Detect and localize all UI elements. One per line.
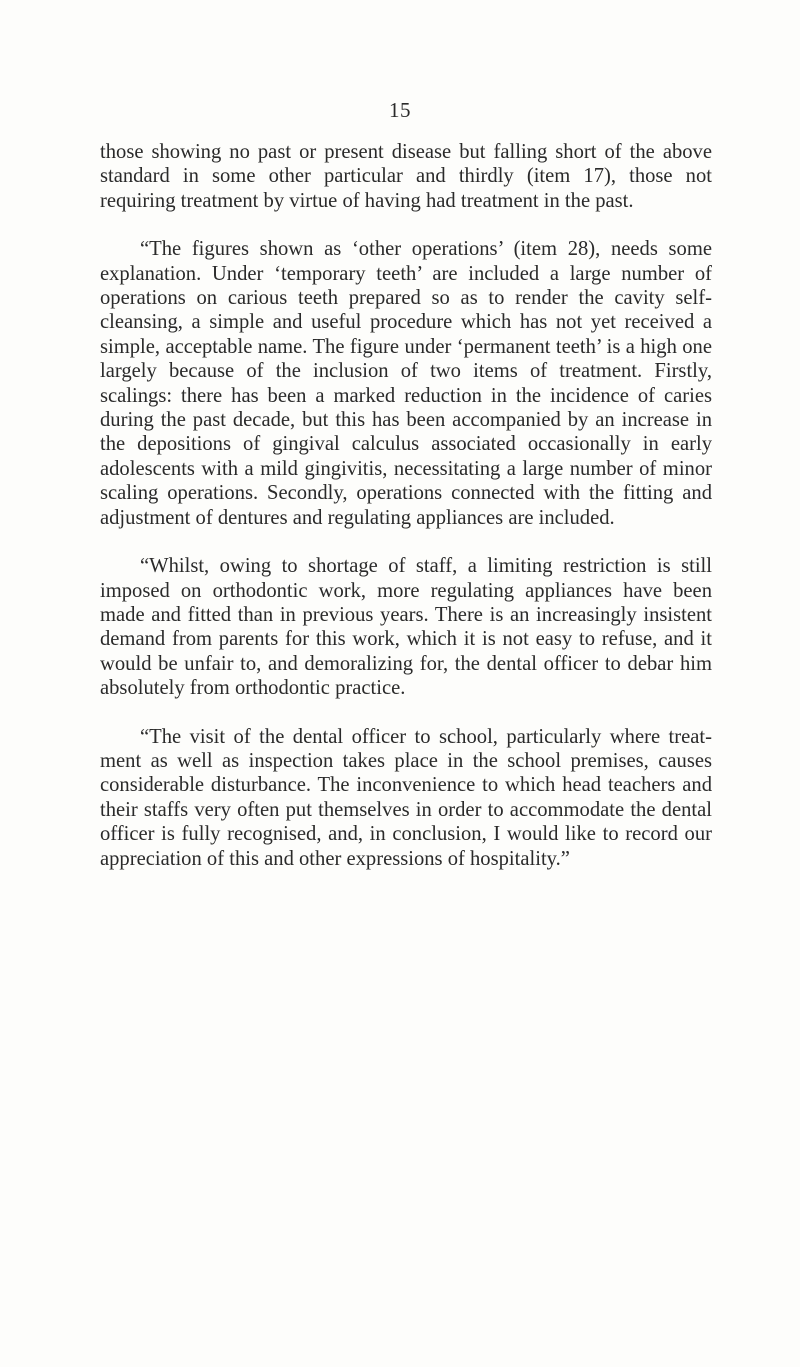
paragraph-orthodontic-work: “Whilst, owing to shortage of staff, a limiting restriction is still imposed on orthodontic work, more regulating appliances have been made and fitted than in previous years. There is an increasingly insistent demand from parents for this work, which it is not easy to refuse, and it would be unfair to, and demoralizing for, the dental officer to debar him absolutely from orthodontic practice. — [100, 555, 712, 700]
paragraph-continuation: those showing no past or present disease but falling short of the above standard in some other particular and thirdly (item 17), those not requiring treatment by virtue of having had treatment in the past. — [100, 141, 712, 212]
body-text — [100, 140, 712, 895]
paragraph-school-visit: “The visit of the dental officer to school, particularly where treat-ment as well as inspection takes place in the school premises, causes considerable disturbance. The inconvenience to which head teachers and their staffs very often put themselves in order to accommodate the dental officer is fully recognised, and, in conclusion, I would like to record our appreciation of this and other expressions of hospitality.” — [100, 725, 712, 870]
paragraph-other-operations: “The figures shown as ‘other operations’ (item 28), needs some explanation. Under ‘temporary teeth’ are included a large number of operations on carious teeth prepared so as to render the cavity self-cleansing, a simple and useful procedure which has not yet received a simple, acceptable name. The figure under ‘permanent teeth’ is a high one largely because of the inclusion of two items of treatment. Firstly, scalings: there has been a marked reduction in the incidence of caries during the past decade, but this has been accompanied by an increase in the depositions of gingival calculus associated occasionally in early adolescents with a mild gingivitis, necessitating a large number of minor scaling operations. Secondly, operations connected with the fitting and adjustment of dentures and regulating appliances are included. — [100, 238, 712, 529]
page-number: 15 — [389, 98, 411, 122]
